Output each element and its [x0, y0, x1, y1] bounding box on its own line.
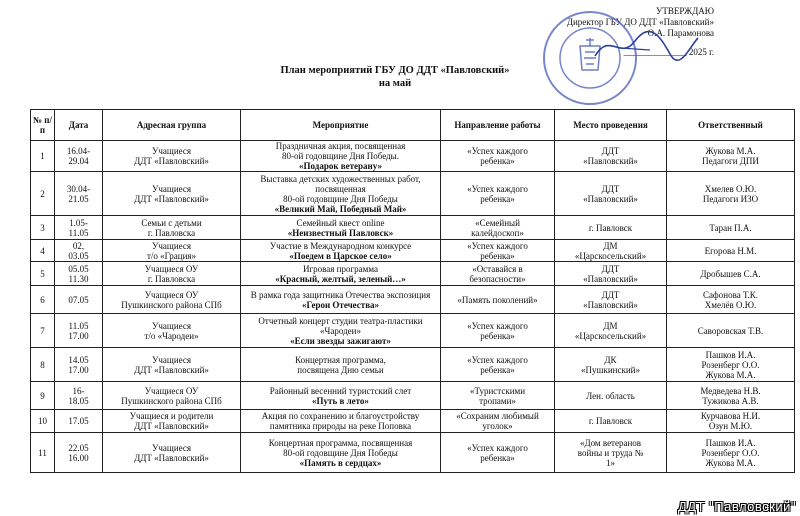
cell-direction: «Успех каждого ребенка»	[441, 314, 555, 348]
cell-group: Учащиеся ДДТ «Павловский»	[103, 433, 241, 473]
cell-num: 11	[31, 433, 55, 473]
event-title: «Память в сердцах»	[299, 457, 382, 468]
cell-direction: «Сохраним любимый уголок»	[441, 410, 555, 433]
cell-date: 30.04- 21.05	[55, 172, 103, 216]
event-description: Концертная программа, посвященная 80-ой годовщине Дня Победы	[268, 437, 413, 458]
cell-direction: «Туристскими тропами»	[441, 382, 555, 410]
column-header: Адресная группа	[103, 110, 241, 141]
event-title: «Подарок ветерану»	[299, 161, 382, 171]
cell-responsible: Медведева Н.В. Тужикова А.В.	[667, 382, 795, 410]
event-description: Игровая программа	[302, 263, 379, 274]
cell-group: Учащиеся ДДТ «Павловский»	[103, 141, 241, 172]
cell-responsible: Сафонова Т.К. Хмелёв О.Ю.	[667, 286, 795, 314]
cell-date: 07.05	[55, 286, 103, 314]
event-description: Отчетный концерт студии театра-пластики «Чародеи»	[258, 315, 423, 336]
cell-group: Учащиеся ДДТ «Павловский»	[103, 348, 241, 382]
cell-event	[241, 262, 441, 286]
cell-num: 5	[31, 262, 55, 286]
cell-event	[241, 433, 441, 473]
cell-date: 17.05	[55, 410, 103, 433]
cell-direction: «Успех каждого ребенка»	[441, 240, 555, 262]
column-header: Место проведения	[555, 110, 667, 141]
cell-place: ДДТ «Павловский»	[555, 262, 667, 286]
cell-place: «Дом ветеранов войны и труда № 1»	[555, 433, 667, 473]
event-title: «Великий Май, Победный Май»	[274, 203, 407, 214]
cell-direction: «Память поколений»	[441, 286, 555, 314]
cell-responsible: Жукова М.А. Педагоги ДПИ	[667, 141, 795, 172]
cell-place: г. Павловск	[555, 216, 667, 240]
cell-group: Учащиеся ОУ Пушкинского района СПб	[103, 286, 241, 314]
cell-place: ДДТ «Павловский»	[555, 172, 667, 216]
column-header: Мероприятие	[241, 110, 441, 141]
cell-group: Учащиеся т/о «Чародеи»	[103, 314, 241, 348]
document-title	[0, 64, 790, 90]
cell-date: 11.05 17.00	[55, 314, 103, 348]
cell-responsible: Курчавова Н.И. Озун М.Ю.	[667, 410, 795, 433]
cell-num: 7	[31, 314, 55, 348]
table-row	[31, 141, 795, 172]
table-row	[31, 240, 795, 262]
cell-responsible: Хмелев О.Ю. Педагоги ИЗО	[667, 172, 795, 216]
table-row	[31, 314, 795, 348]
cell-event	[241, 216, 441, 240]
cell-num: 3	[31, 216, 55, 240]
cell-responsible: Пашков И.А. Розенберг О.О. Жукова М.А.	[667, 348, 795, 382]
cell-date: 05.05 11.30	[55, 262, 103, 286]
events-table	[30, 109, 795, 473]
cell-date: 16.04- 29.04	[55, 141, 103, 172]
cell-group: Учащиеся ОУ Пушкинского района СПб	[103, 382, 241, 410]
event-title: «Неизвестный Павловск»	[287, 227, 394, 238]
cell-direction: «Успех каждого ребенка»	[441, 433, 555, 473]
approval-title: УТВЕРЖДАЮ	[655, 6, 714, 16]
title-line-2: на май	[378, 78, 412, 89]
event-title: «Путь в лето»	[312, 395, 369, 406]
column-header: Дата	[55, 110, 103, 141]
event-description: Районный весенний туристский слет	[269, 385, 412, 396]
table-row	[31, 410, 795, 433]
cell-event	[241, 240, 441, 262]
event-description: Акция по сохранению и благоустройству памятника природы на реке Поповка	[261, 411, 420, 431]
table-row	[31, 433, 795, 473]
cell-responsible: Таран П.А.	[667, 216, 795, 240]
cell-group: Семьи с детьми г. Павловска	[103, 216, 241, 240]
cell-date: 14.05 17.00	[55, 348, 103, 382]
event-title: «Если звезды зажигают»	[290, 335, 391, 346]
cell-responsible: Пашков И.А. Розенберг О.О. Жукова М.А.	[667, 433, 795, 473]
event-description: Выставка детских художественных работ, посвященная 80-ой годовщине Дня Победы	[260, 173, 421, 204]
column-header: Ответственный	[667, 110, 795, 141]
cell-event	[241, 314, 441, 348]
cell-responsible: Саворовская Т.В.	[667, 314, 795, 348]
cell-date: 1.05- 11.05	[55, 216, 103, 240]
cell-direction: «Успех каждого ребенка»	[441, 141, 555, 172]
column-header: Направление работы	[441, 110, 555, 141]
cell-responsible: Егорова Н.М.	[667, 240, 795, 262]
cell-event	[241, 172, 441, 216]
cell-num: 10	[31, 410, 55, 433]
cell-direction: «Семейный калейдоскоп»	[441, 216, 555, 240]
cell-direction: «Успех каждого ребенка»	[441, 172, 555, 216]
table-row	[31, 348, 795, 382]
table-row	[31, 262, 795, 286]
table-body	[31, 141, 795, 473]
cell-num: 9	[31, 382, 55, 410]
cell-event	[241, 410, 441, 433]
event-description: Участие в Международном конкурсе	[269, 240, 412, 251]
table-row	[31, 286, 795, 314]
watermark: ДДТ "Павловский"	[677, 499, 796, 514]
cell-place: ДМ «Царскосельский»	[555, 240, 667, 262]
cell-direction: «Успех каждого ребенка»	[441, 348, 555, 382]
cell-place: Лен. область	[555, 382, 667, 410]
cell-num: 8	[31, 348, 55, 382]
cell-place: ДДТ «Павловский»	[555, 141, 667, 172]
cell-event	[241, 141, 441, 172]
cell-date: 02, 03.05	[55, 240, 103, 262]
event-description: Семейный квест online	[296, 217, 385, 228]
cell-place: ДК «Пушкинский»	[555, 348, 667, 382]
cell-group: Учащиеся и родители ДДТ «Павловский»	[103, 410, 241, 433]
cell-group: Учащиеся т/о «Грация»	[103, 240, 241, 262]
table-row	[31, 172, 795, 216]
column-header: № п/п	[31, 110, 55, 141]
cell-group: Учащиеся ОУ г. Павловска	[103, 262, 241, 286]
cell-num: 4	[31, 240, 55, 262]
event-title: «Герои Отечества»	[301, 299, 380, 310]
cell-event	[241, 382, 441, 410]
event-description: Праздничная акция, посвященная 80-ой годовщине Дня Победы.	[275, 141, 406, 161]
cell-date: 16- 18.05	[55, 382, 103, 410]
event-description: В рамка года защитника Отечества экспозиция	[250, 289, 431, 300]
event-title: «Красный, желтый, зеленый…»	[275, 273, 406, 284]
cell-place: г. Павловск	[555, 410, 667, 433]
table-row	[31, 216, 795, 240]
table-row	[31, 382, 795, 410]
cell-place: ДДТ «Павловский»	[555, 286, 667, 314]
event-title: «Поедем в Царское село»	[289, 250, 392, 261]
cell-num: 2	[31, 172, 55, 216]
approval-position: Директор ГБУ ДО ДДТ «Павловский»	[566, 17, 714, 27]
cell-group: Учащиеся ДДТ «Павловский»	[103, 172, 241, 216]
approval-name: О.А. Парамонова	[647, 28, 714, 38]
cell-num: 6	[31, 286, 55, 314]
cell-responsible: Дробышев С.А.	[667, 262, 795, 286]
cell-date: 22.05 16.00	[55, 433, 103, 473]
cell-event	[241, 286, 441, 314]
approval-date: ______________ 2025 г.	[623, 47, 714, 57]
cell-event	[241, 348, 441, 382]
table-header-row	[31, 110, 795, 141]
cell-direction: «Оставайся в безопасности»	[441, 262, 555, 286]
cell-num: 1	[31, 141, 55, 172]
event-description: Концертная программа, посвящена Дню семьи	[295, 354, 386, 375]
cell-place: ДМ «Царскосельский»	[555, 314, 667, 348]
signature	[590, 26, 700, 66]
title-line-1: План мероприятий ГБУ ДО ДДТ «Павловский»	[280, 65, 510, 76]
